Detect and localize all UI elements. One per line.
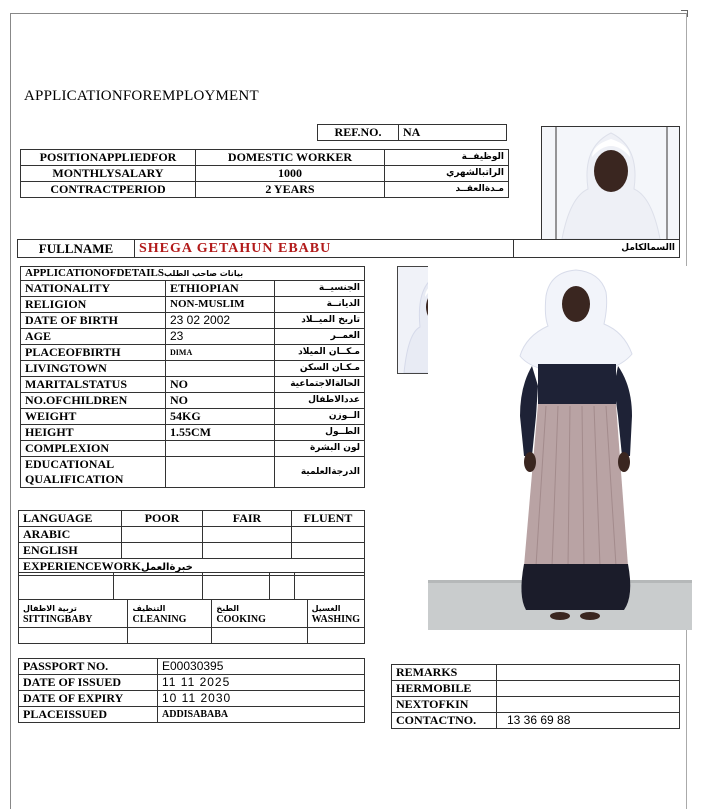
- details-header-row: [21, 267, 365, 281]
- passport-value: 10 11 2030: [158, 691, 365, 707]
- detail-label: AGE: [21, 329, 166, 345]
- remarks-label: CONTACTNO.: [392, 713, 497, 729]
- detail-row: [21, 425, 365, 441]
- position-value: DOMESTIC WORKER: [196, 150, 385, 166]
- passport-label: DATE OF EXPIRY: [19, 691, 158, 707]
- passport-value: 11 11 2025: [158, 675, 365, 691]
- detail-ar: لون البشرة: [275, 441, 365, 457]
- language-table: [18, 510, 365, 576]
- detail-ar: تاريخ الميــلاد: [275, 313, 365, 329]
- language-header: FLUENT: [292, 511, 365, 527]
- detail-value: [166, 441, 275, 457]
- remarks-row: [392, 681, 680, 697]
- detail-ar: مـكــان الميلاد: [275, 345, 365, 361]
- detail-row: [21, 409, 365, 425]
- detail-label: LIVINGTOWN: [21, 361, 166, 377]
- fullname-ar: االسمالكامل: [514, 240, 680, 258]
- detail-value: NON-MUSLIM: [166, 297, 275, 313]
- language-header-row: [19, 511, 365, 527]
- skill-cell: [19, 600, 128, 628]
- ref-label: REF.NO.: [318, 125, 399, 141]
- passport-label: PASSPORT NO.: [19, 659, 158, 675]
- language-row: [19, 527, 365, 543]
- remarks-row: [392, 697, 680, 713]
- skill-cell: [128, 600, 212, 628]
- passport-label: PLACEISSUED: [19, 707, 158, 723]
- salary-label: MONTHLYSALARY: [21, 166, 196, 182]
- salary-value: 1000: [196, 166, 385, 182]
- remarks-label: NEXTOFKIN: [392, 697, 497, 713]
- detail-value: DIMA: [166, 345, 275, 361]
- education-ar: الدرجةالعلمية: [275, 457, 365, 488]
- detail-value: ETHIOPIAN: [166, 281, 275, 297]
- experience-table: [18, 572, 365, 600]
- skill-label: WASHING: [311, 613, 360, 625]
- skill-cell: [212, 600, 307, 628]
- detail-row: [21, 329, 365, 345]
- skill-cell: [307, 600, 364, 628]
- detail-ar: الجنسيــة: [275, 281, 365, 297]
- detail-row: [21, 297, 365, 313]
- detail-ar: عددالاطفال: [275, 393, 365, 409]
- detail-value: [166, 361, 275, 377]
- details-header-ar: بيانات صاحب الطلب: [163, 269, 244, 278]
- skills-row: [19, 600, 365, 628]
- contract-ar: مـدةالعقــد: [385, 182, 509, 198]
- detail-ar: الديانــة: [275, 297, 365, 313]
- salary-row: [21, 166, 509, 182]
- contract-value: 2 YEARS: [196, 182, 385, 198]
- remarks-value: [497, 681, 680, 697]
- detail-value: 54KG: [166, 409, 275, 425]
- contract-label: CONTRACTPERIOD: [21, 182, 196, 198]
- detail-label: NATIONALITY: [21, 281, 166, 297]
- language-header: FAIR: [203, 511, 292, 527]
- remarks-value: [497, 665, 680, 681]
- detail-ar: الحالةالاجتماعية: [275, 377, 365, 393]
- remarks-label: HERMOBILE: [392, 681, 497, 697]
- education-row: [21, 457, 365, 488]
- full-body-photo: [428, 266, 692, 630]
- experience-blank-row: [19, 573, 365, 600]
- passport-value: ADDISABABA: [158, 707, 365, 723]
- headshot-photo-large: [541, 126, 680, 240]
- detail-value: 1.55CM: [166, 425, 275, 441]
- passport-value: E00030395: [158, 659, 365, 675]
- detail-label: MARITALSTATUS: [21, 377, 166, 393]
- detail-value: 23 02 2002: [166, 313, 275, 329]
- language-name: ENGLISH: [19, 543, 122, 559]
- ref-value: NA: [399, 125, 507, 141]
- passport-label: DATE OF ISSUED: [19, 675, 158, 691]
- detail-ar: الــوزن: [275, 409, 365, 425]
- skill-ar: التنظيف: [132, 603, 166, 613]
- detail-label: COMPLEXION: [21, 441, 166, 457]
- detail-ar: الطــول: [275, 425, 365, 441]
- detail-row: [21, 281, 365, 297]
- passport-row: [19, 675, 365, 691]
- remarks-label: REMARKS: [392, 665, 497, 681]
- detail-row: [21, 393, 365, 409]
- skill-label: COOKING: [216, 613, 266, 625]
- detail-row: [21, 313, 365, 329]
- language-header: LANGUAGE: [19, 511, 122, 527]
- skill-ar: الغسيل: [311, 603, 341, 613]
- remarks-table: [391, 664, 680, 729]
- remarks-value: 13 36 69 88: [497, 713, 680, 729]
- language-row: [19, 543, 365, 559]
- remarks-row: [392, 665, 680, 681]
- passport-table: [18, 658, 365, 723]
- education-label-1: EDUCATIONAL: [25, 457, 115, 471]
- detail-value: NO: [166, 377, 275, 393]
- detail-row: [21, 345, 365, 361]
- passport-row: [19, 659, 365, 675]
- detail-row: [21, 377, 365, 393]
- detail-value: 23: [166, 329, 275, 345]
- page-corner: [681, 10, 688, 17]
- detail-row: [21, 361, 365, 377]
- remarks-row: [392, 713, 680, 729]
- position-table: [20, 149, 509, 198]
- skill-label: CLEANING: [132, 613, 187, 625]
- skill-ar: تربية الاطفال: [23, 604, 77, 613]
- detail-ar: العمــر: [275, 329, 365, 345]
- detail-label: DATE OF BIRTH: [21, 313, 166, 329]
- language-name: ARABIC: [19, 527, 122, 543]
- experience-header-ar: خبرةالعمل: [141, 562, 193, 573]
- education-label-2: QUALIFICATION: [25, 472, 124, 486]
- experience-header: EXPERIENCEWORK: [23, 559, 142, 573]
- document-title: APPLICATIONFOREMPLOYMENT: [24, 88, 259, 104]
- skill-ar: الطبخ: [216, 603, 239, 613]
- details-table: [20, 266, 365, 488]
- fullname-value: SHEGA GETAHUN EBABU: [135, 240, 514, 258]
- remarks-value: [497, 697, 680, 713]
- detail-row: [21, 441, 365, 457]
- detail-value: NO: [166, 393, 275, 409]
- position-label: POSITIONAPPLIEDFOR: [21, 150, 196, 166]
- ref-table: [317, 124, 507, 141]
- detail-label: NO.OFCHILDREN: [21, 393, 166, 409]
- skills-blank-row: [19, 628, 365, 644]
- language-header: POOR: [122, 511, 203, 527]
- salary-ar: الراتبالشهري: [385, 166, 509, 182]
- detail-label: WEIGHT: [21, 409, 166, 425]
- detail-label: RELIGION: [21, 297, 166, 313]
- detail-label: PLACEOFBIRTH: [21, 345, 166, 361]
- education-value: [166, 457, 275, 488]
- skill-label: SITTINGBABY: [23, 614, 93, 625]
- contract-row: [21, 182, 509, 198]
- details-header: APPLICATIONOFDETAILS: [25, 267, 164, 279]
- position-row: [21, 150, 509, 166]
- detail-ar: مـكـان السكن: [275, 361, 365, 377]
- skills-table: [18, 599, 365, 644]
- detail-label: HEIGHT: [21, 425, 166, 441]
- fullname-label: FULLNAME: [18, 240, 135, 258]
- passport-row: [19, 691, 365, 707]
- position-ar: الوظيفــة: [385, 150, 509, 166]
- fullname-table: [17, 239, 680, 258]
- passport-row: [19, 707, 365, 723]
